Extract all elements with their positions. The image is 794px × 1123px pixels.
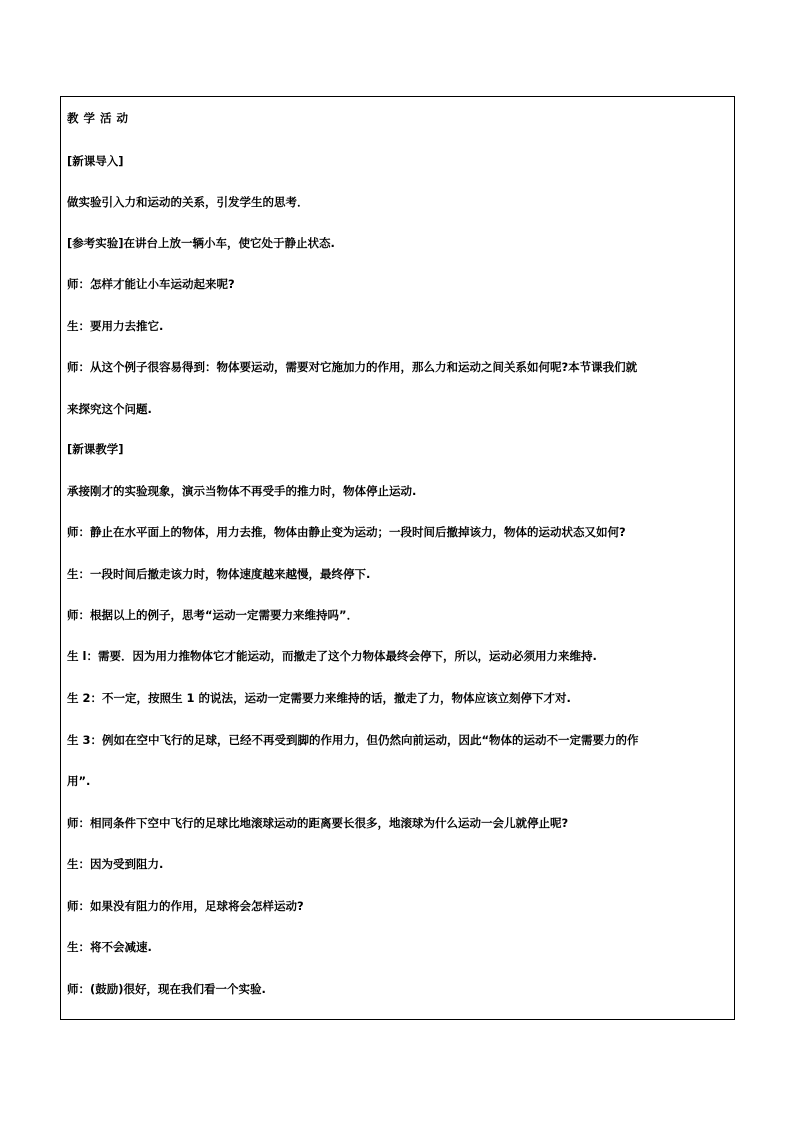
dialogue-line: 师：(鼓励)很好，现在我们看一个实验. — [67, 982, 266, 996]
text-line: 做实验引入力和运动的关系，引发学生的思考． — [67, 195, 309, 209]
dialogue-line: 师：相同条件下空中飞行的足球比地滚球运动的距离要长很多，地滚球为什么运动一会儿就停止呢? — [67, 816, 569, 830]
dialogue-line: 师：从这个例子很容易得到：物体要运动，需要对它施加力的作用，那么力和运动之间关系如何呢?本节课我们就 — [67, 360, 638, 374]
dialogue-line: 生：将不会减速. — [67, 940, 152, 954]
dialogue-line-continued: 来探究这个问题. — [67, 402, 152, 416]
dialogue-line-continued: 用”. — [67, 774, 91, 788]
text-line: [参考实验]在讲台上放一辆小车，使它处于静止状态. — [67, 236, 335, 250]
dialogue-line: 生 l：需要．因为用力推物体它才能运动，而撤走了这个力物体最终会停下，所以，运动必须用力来维持. — [67, 649, 597, 663]
dialogue-line: 师：静止在水平面上的物体，用力去推，物体由静止变为运动；一段时间后撤掉该力，物体的运动状态又如何? — [67, 525, 626, 539]
bracket-heading-new-lesson-teaching: [新课教学] — [67, 442, 124, 456]
dialogue-line: 师：如果没有阻力的作用，足球将会怎样运动? — [67, 899, 304, 913]
dialogue-line: 生：因为受到阻力. — [67, 857, 164, 871]
dialogue-line: 生：一段时间后撤走该力时，物体速度越来越慢，最终停下. — [67, 567, 371, 581]
bracket-heading-new-lesson-intro: [新课导入] — [67, 154, 124, 168]
dialogue-line: 生 2：不一定，按照生 1 的说法，运动一定需要力来维持的话，撤走了力，物体应该立刻停下才对. — [67, 691, 571, 705]
section-title: 教学活动 — [67, 111, 133, 125]
dialogue-line: 师：根据以上的例子，思考“运动一定需要力来维持吗”． — [67, 608, 359, 622]
dialogue-line: 生 3：例如在空中飞行的足球，已经不再受到脚的作用力，但仍然向前运动，因此“物体的运动不一定需要力的作 — [67, 733, 639, 747]
text-line: 承接刚才的实验现象，演示当物体不再受手的推力时，物体停止运动. — [67, 484, 417, 498]
dialogue-line: 师：怎样才能让小车运动起来呢? — [67, 277, 235, 291]
dialogue-line: 生：要用力去推它. — [67, 319, 164, 333]
